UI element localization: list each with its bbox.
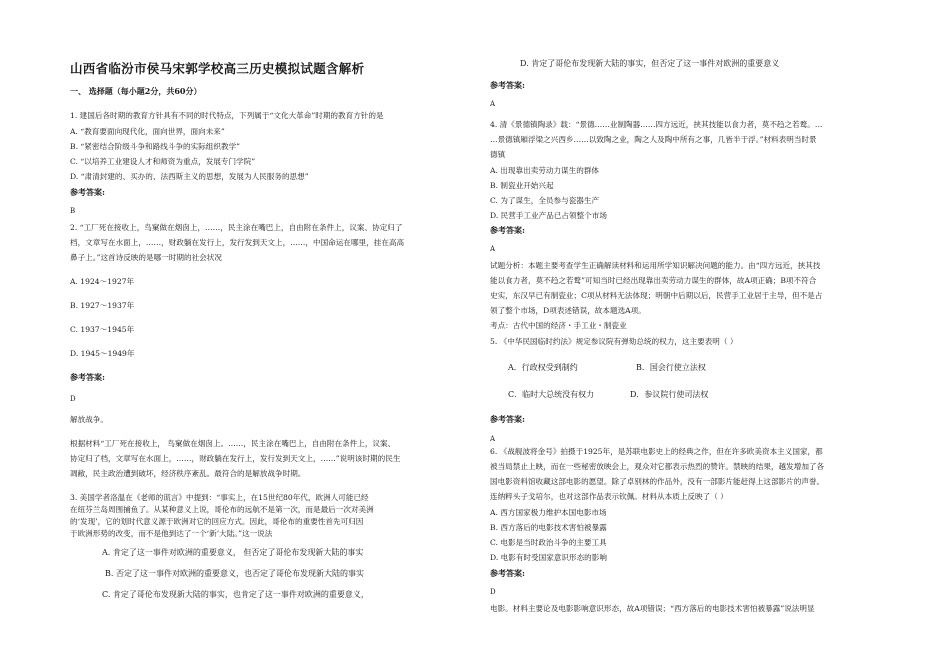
q4-stem-line1: 4. 清《景德镇陶录》载：“景德……业制陶器……四方远近，挟其技能以食力者，莫不趋之若鹜。… (490, 120, 823, 129)
q5-stem: 5. 《中华民国临时约法》规定参议院有弹劾总统的权力，这主要表明（ ） (490, 337, 738, 346)
q4-answer: A (490, 245, 496, 253)
q4-analysis-line3: 史实，东汉早已有制瓷业；C项从材料无法体现；明朝中后期以后，民营手工业居于主导，但不是占 (490, 291, 823, 300)
q1-option-d: D. “肃清封建的、买办的、法西斯主义的思想，发展为人民服务的思想” (70, 172, 309, 181)
q6-option-a: A. 西方国家极力维护本国电影市场 (490, 508, 607, 517)
section-heading: 一、 选择题（每小题2分，共60分） (70, 86, 202, 96)
q6-answer-label: 参考答案: (490, 568, 525, 578)
q3-stem-line4: 于欧洲形势的改变，而不是他到达了一个‘新’大陆。”这一说法 (70, 529, 273, 538)
q3-answer-label: 参考答案: (490, 80, 525, 90)
q5-answer-label: 参考答案: (490, 414, 525, 424)
q3-stem-line1: 3. 美国学者洛温在《老师的谎言》中提到：“事实上，在15世纪80年代，欧洲人可能已经 (70, 493, 369, 502)
q2-stem-line1: 2. “工厂死在接收上，鸟窠做在烟囱上，……，民主涂在嘴巴上，自由附在条件上，议案、协定归了 (70, 223, 403, 232)
q4-answer-label: 参考答案: (490, 225, 525, 235)
q4-stem-line3: 德镇 (490, 150, 506, 159)
q5-option-a: A．行政权受到制约 (508, 363, 578, 372)
q6-stem-line1: 6. 《战舰波将金号》拍摄于1925年，是苏联电影史上的经典之作，但在许多欧美资本主义国家，都 (490, 447, 823, 456)
q3-option-d: D. 肯定了哥伦布发现新大陆的事实，但否定了这一事件对欧洲的重要意义 (520, 59, 780, 68)
q2-analysis-line1: 解放战争。 (70, 415, 108, 424)
q4-option-c: C. 为了谋生，全员参与瓷器生产 (490, 196, 600, 205)
q3-answer: A (490, 100, 496, 108)
q2-option-a: A. 1924～1927年 (70, 277, 135, 286)
q5-option-c: C．临时大总统没有权力 (508, 390, 595, 399)
q6-answer: D (490, 588, 496, 596)
q4-kaodian: 考点：古代中国的经济・手工业・制瓷业 (490, 321, 627, 330)
q2-answer: D (70, 395, 76, 403)
q2-answer-label: 参考答案: (70, 372, 105, 382)
q3-option-a: A. 肯定了这一事件对欧洲的重要意义， 但否定了哥伦布发现新大陆的事实 (102, 548, 364, 557)
q6-option-d: D. 电影有时受国家意识形态的影响 (490, 553, 607, 562)
q1-answer-label: 参考答案: (70, 187, 105, 197)
q2-option-d: D. 1945～1949年 (70, 349, 135, 358)
q2-option-c: C. 1937～1945年 (70, 325, 135, 334)
q4-option-b: B. 制瓷业开始兴起 (490, 181, 554, 190)
q6-stem-line4: 连纳粹头子戈培尔，也对这部作品表示钦佩。材料从本质上反映了（ ） (490, 492, 728, 501)
q4-analysis-line1: 试题分析：本题主要考查学生正确解读材料和运用所学知识解决问题的能力。由“四方远近，挟其技 (490, 261, 821, 270)
q6-option-b: B. 西方落后的电影技术害怕被暴露 (490, 523, 607, 532)
q4-option-d: D. 民营手工业产品已占领整个市场 (490, 211, 607, 220)
q6-option-c: C. 电影是当时政治斗争的主要工具 (490, 538, 607, 547)
q3-stem-line3: 的‘发现’，它的划时代意义源于欧洲对它的回应方式。因此，哥伦布的重要性首先可归因 (70, 517, 364, 526)
q6-stem-line3: 国电影资料馆收藏这部电影的愿望。除了卓别林的作品外，没有一部影片能赶得上这部影片的声誉。 (490, 477, 825, 486)
page-title: 山西省临汾市侯马宋郭学校高三历史模拟试题含解析 (70, 61, 365, 76)
q1-option-a: A. “教育要面向现代化，面向世界，面向未来” (70, 127, 225, 136)
q4-stem-line2: …景德镇厢浮梁之兴西乡……以致陶之业，陶之人及陶中所有之事，几皆半于浮。”材料表明当时景 (490, 135, 817, 144)
q1-option-b: B. “紧密结合阶级斗争和路线斗争的实际组织教学” (70, 142, 241, 151)
q1-answer: B (70, 207, 76, 215)
q6-stem-line2: 被当局禁止上映，而在一些秘密放映会上，观众对它都表示热烈的赞许。禁映的结果，越发增加了各 (490, 462, 825, 471)
q4-analysis-line4: 领了整个市场，D项表述错误，故本题选A项。 (490, 306, 646, 315)
q2-stem-line3: 鼻子上。”这首诗反映的是哪一时期的社会状况 (70, 253, 222, 262)
q2-analysis-line2: 根据材料“工厂死在接收上， 鸟窠做在烟囱上。……，民主涂在嘴巴上，自由附在条件上，议案、 (70, 439, 396, 448)
q2-option-b: B. 1927～1937年 (70, 301, 135, 310)
q1-option-c: C. “以培养工业建设人才和师资为重点，发展专门学院” (70, 157, 256, 166)
q3-option-b: B. 否定了这一事件对欧洲的重要意义，也否定了哥伦布发现新大陆的事实 (105, 569, 364, 578)
q6-analysis-line1: 电影。材料主要论及电影影响意识形态，故A项错误；“西方落后的电影技术害怕被暴露”说法明显 (490, 604, 815, 613)
q3-stem-line2: 在纽芬兰岛周围捕鱼了。从某种意义上说，哥伦布的远航不是第一次，而是最后一次对美洲 (70, 505, 374, 514)
q5-option-b: B．国会行使立法权 (636, 363, 706, 372)
q1-stem: 1. 建国后各时期的教育方针具有不同的时代特点，下列属于“文化大革命”时期的教育方针的是 (70, 111, 384, 120)
q5-option-d: D．参议院行使司法权 (630, 390, 709, 399)
q4-analysis-line2: 能以食力者，莫不趋之若鹜”可知当时已经出现靠出卖劳动力谋生的群体，故A项正确；B项不符合 (490, 276, 817, 285)
q5-answer: A (490, 435, 496, 443)
q2-analysis-line4: 凋敝，民主政治遭到破坏，经济秩序紊乱。最符合的是解放战争时期。 (70, 469, 306, 478)
q2-analysis-line3: 协定归了档，文章写在水面上，……，财政躺在发行上，发行发到天文上，……”说明该时期的民生 (70, 454, 401, 463)
q3-option-c: C. 肯定了哥伦布发现新大陆的事实，也肯定了这一事件对欧洲的重要意义， (102, 590, 369, 599)
q4-option-a: A. 出现靠出卖劳动力谋生的群体 (490, 166, 600, 175)
q2-stem-line2: 档，文章写在水面上，……，财政躺在发行上，发行发到天文上，……，中国命运在哪里，挂在高高 (70, 238, 405, 247)
